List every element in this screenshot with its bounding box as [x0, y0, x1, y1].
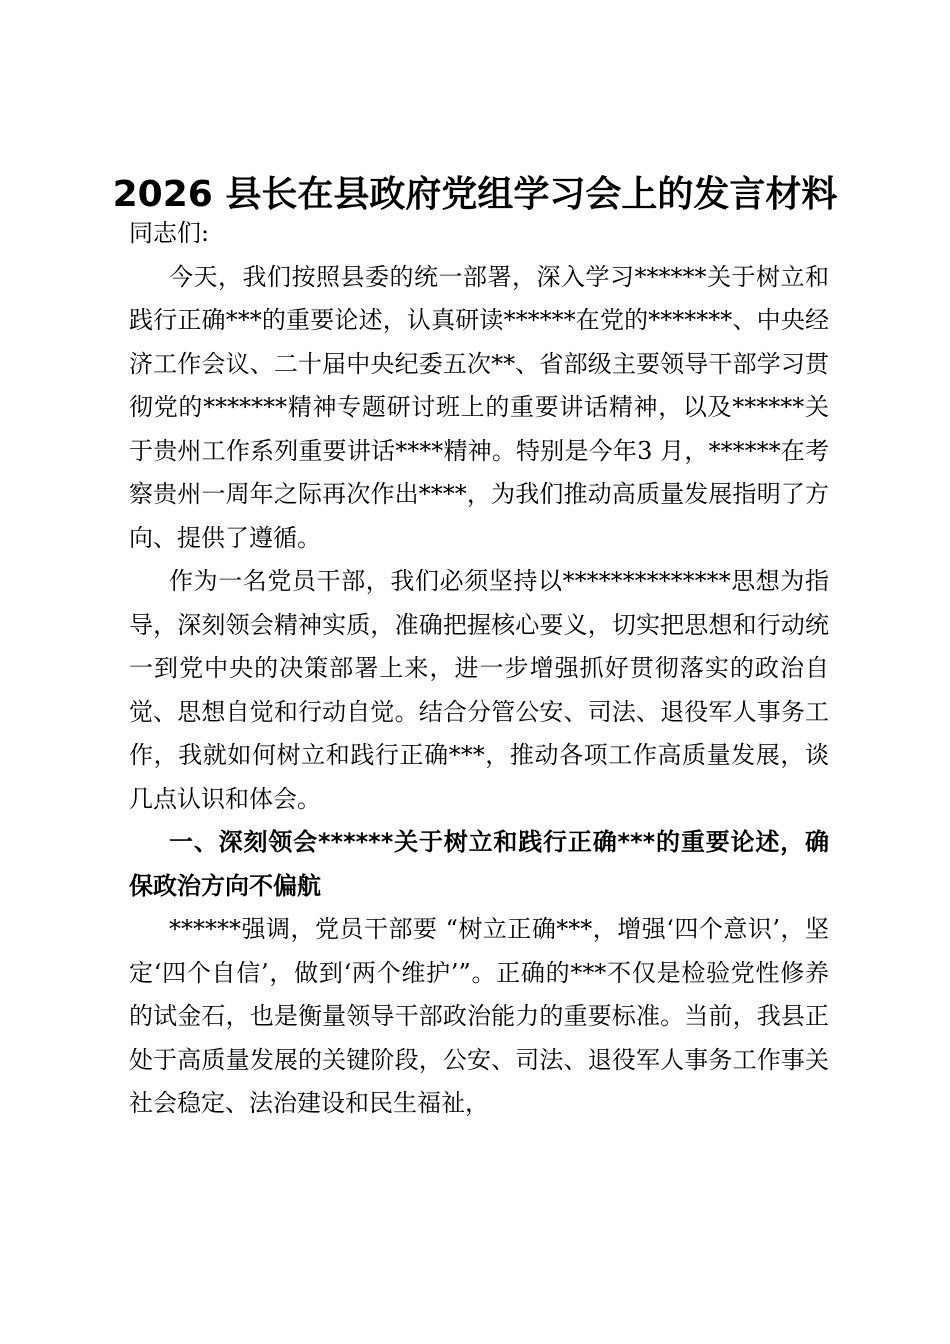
section-heading: 一、深刻领会******关于树立和践行正确***的重要论述，确保政治方向不偏航	[129, 828, 829, 900]
paragraph-commitment: 作为一名党员干部，我们必须坚持以**************思想为指导，深刻领会精神实质，准确把握核心要义，切实把思想和行动统一到党中央的决策部署上来，进一步增强抓好贯彻落实的政治自觉、思想自觉和行动自觉。结合分管公安、司法、退役军人事务工作，我就如何树立和践行正确***，推动各项工作高质量发展，谈几点认识和体会。	[129, 567, 829, 813]
salutation: 同志们:	[129, 219, 210, 247]
section-paragraph: ******强调，党员干部要 “树立正确***，增强‘四个意识’，坚定‘四个自信’，做到‘两个维护’”。正确的***不仅是检验党性修养的试金石，也是衡量领导干部政治能力的重要标准。当前，我县正处于高质量发展的关键阶段，公安、司法、退役军人事务工作事关社会稳定、法治建设和民生福祉，	[129, 915, 829, 1117]
document-body	[129, 212, 829, 1126]
paragraph-intro: 今天，我们按照县委的统一部署，深入学习******关于树立和践行正确***的重要论述，认真研读******在党的*******、中央经济工作会议、二十届中央纪委五次**、省部级主要领导干部学习贯彻党的*******精神专题研讨班上的重要讲话精神，以及******关于贵州工作系列重要讲话****精神。特别是今年3 月，******在考察贵州一周年之际再次作出****，为我们推动高质量发展指明了方向、提供了遵循。	[129, 262, 829, 552]
document-title: 2026 县长在县政府党组学习会上的发言材料	[112, 174, 838, 215]
